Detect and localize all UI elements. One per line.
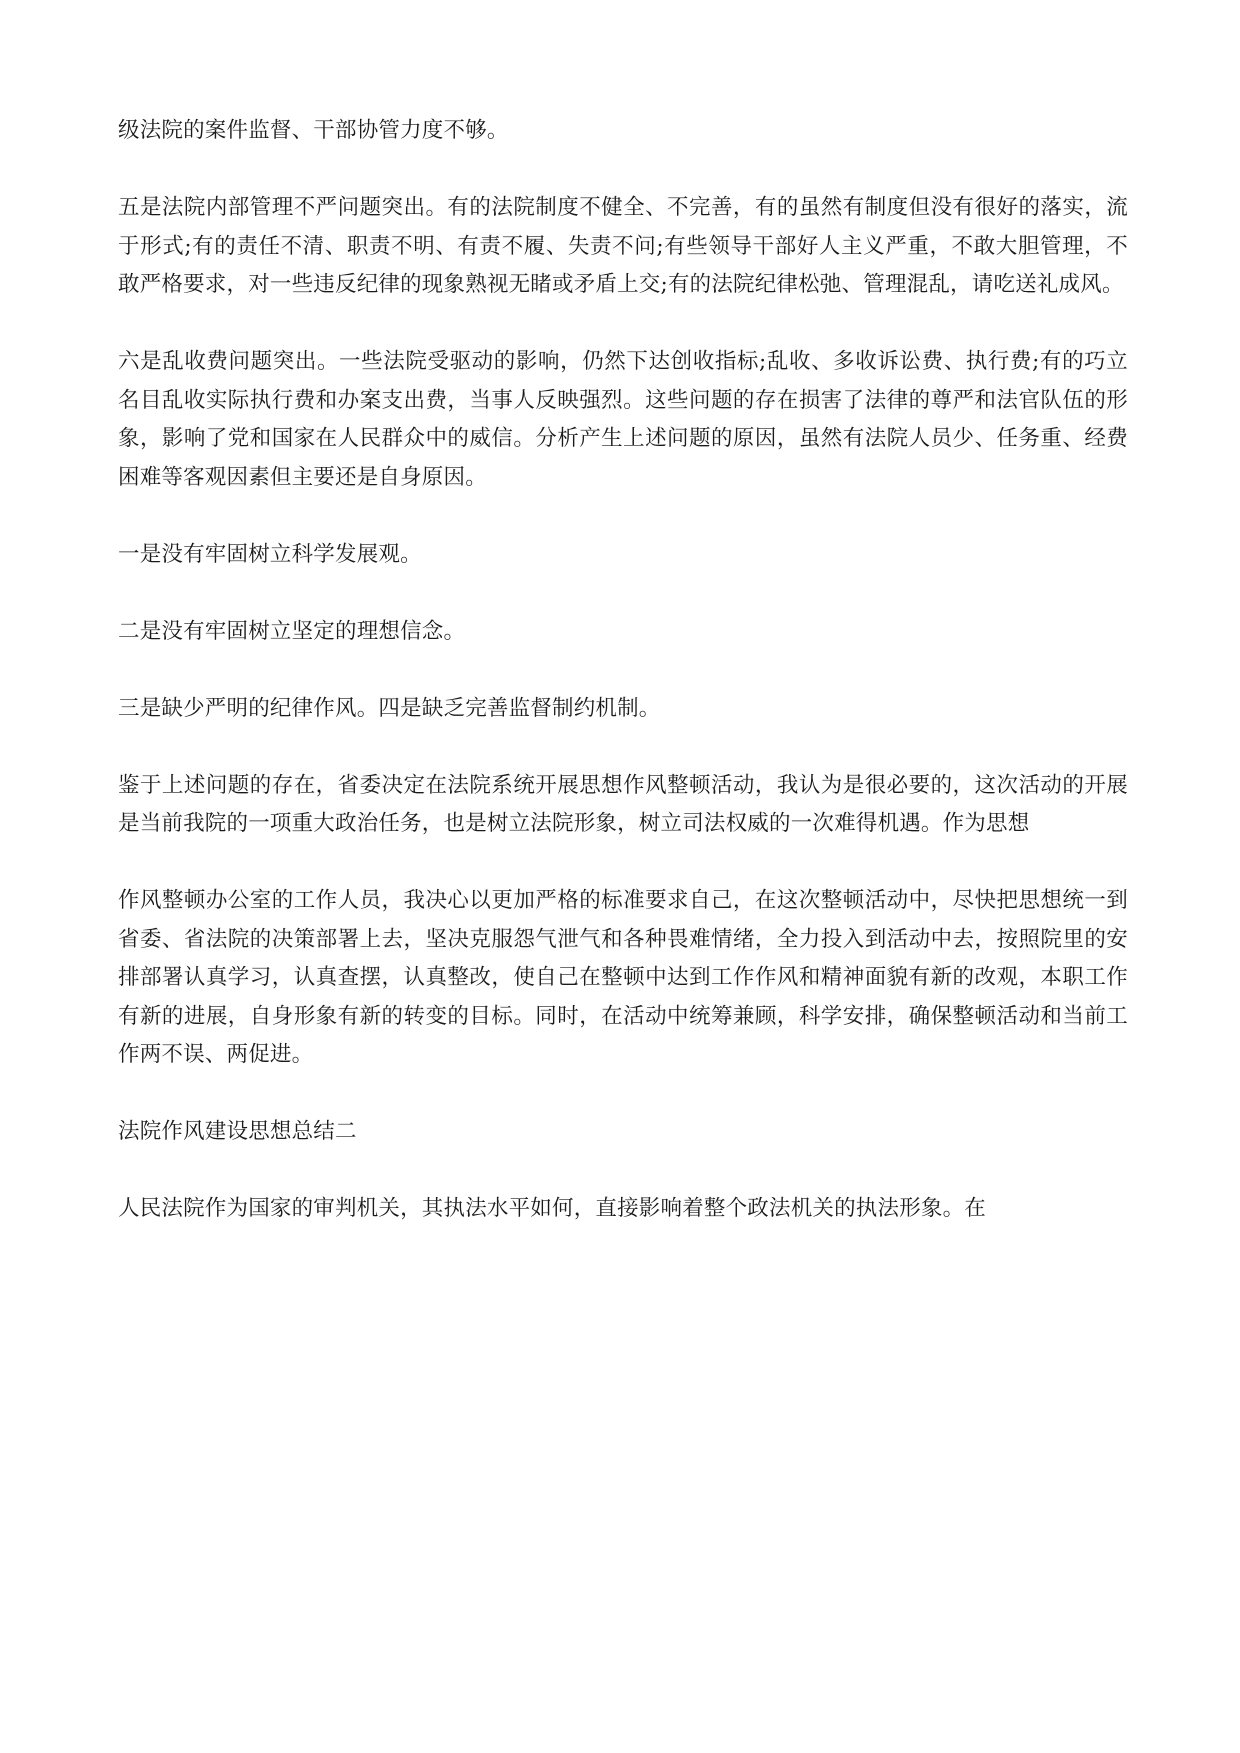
paragraph-5: 二是没有牢固树立坚定的理想信念。 — [118, 618, 466, 644]
document-page — [118, 112, 1128, 1267]
paragraph-6: 三是缺少严明的纪律作风。四是缺乏完善监督制约机制。 — [118, 695, 661, 721]
paragraph-2: 五是法院内部管理不严问题突出。有的法院制度不健全、不完善，有的虽然有制度但没有很好的落实，流于形式;有的责任不清、职责不明、有责不履、失责不问;有些领导干部好人主义严重，不敢大胆管理，不敢严格要求，对一些违反纪律的现象熟视无睹或矛盾上交;有的法院纪律松弛、管理混乱，请吃送礼成风。 — [118, 195, 1128, 297]
section-heading: 法院作风建设思想总结二 — [118, 1119, 357, 1144]
paragraph-8: 作风整顿办公室的工作人员，我决心以更加严格的标准要求自己，在这次整顿活动中，尽快把思想统一到省委、省法院的决策部署上去，坚决克服怨气泄气和各种畏难情绪，全力投入到活动中去，按照院里的安排部署认真学习，认真查摆，认真整改，使自己在整顿中达到工作作风和精神面貌有新的改观，本职工作有新的进展，自身形象有新的转变的目标。同时，在活动中统筹兼顾，科学安排，确保整顿活动和当前工作两不误、两促进。 — [118, 888, 1128, 1067]
paragraph-9: 人民法院作为国家的审判机关，其执法水平如何，直接影响着整个政法机关的执法形象。在 — [118, 1196, 987, 1221]
paragraph-4: 一是没有牢固树立科学发展观。 — [118, 541, 422, 567]
paragraph-3: 六是乱收费问题突出。一些法院受驱动的影响，仍然下达创收指标;乱收、多收诉讼费、执行费;有的巧立名目乱收实际执行费和办案支出费，当事人反映强烈。这些问题的存在损害了法律的尊严和法官队伍的形象，影响了党和国家在人民群众中的威信。分析产生上述问题的原因，虽然有法院人员少、任务重、经费困难等客观因素但主要还是自身原因。 — [118, 349, 1128, 490]
paragraph-1: 级法院的案件监督、干部协管力度不够。 — [118, 118, 509, 143]
paragraph-7: 鉴于上述问题的存在，省委决定在法院系统开展思想作风整顿活动，我认为是很必要的，这次活动的开展是当前我院的一项重大政治任务，也是树立法院形象，树立司法权威的一次难得机遇。作为思想 — [118, 772, 1128, 836]
